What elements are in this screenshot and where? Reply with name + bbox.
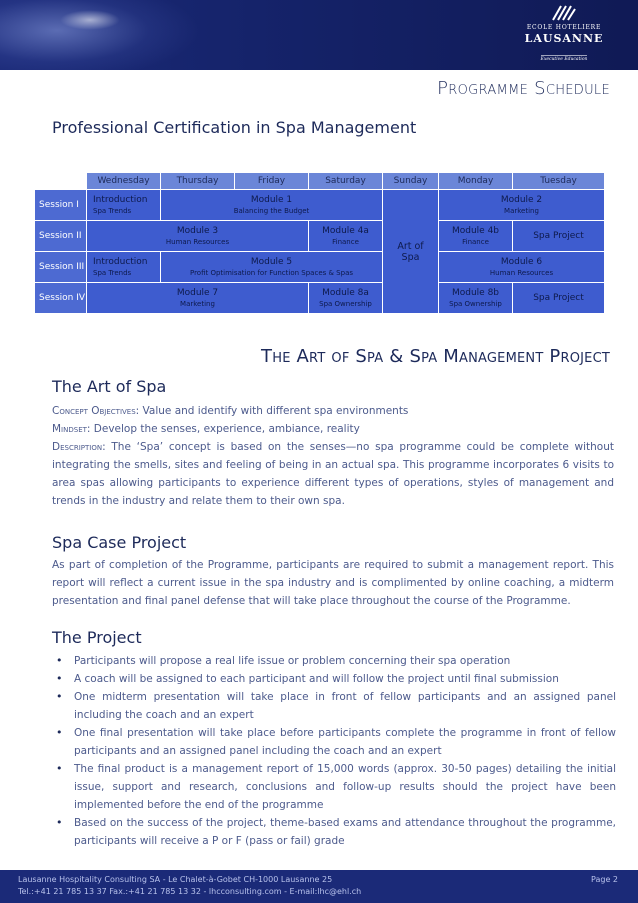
ehl-logo <box>520 4 608 64</box>
cell-title: Module 8b <box>451 287 500 298</box>
bullet-icon: • <box>56 762 63 775</box>
list-item <box>56 814 616 850</box>
cell-title: Introduction <box>93 194 148 205</box>
session-label: Session IV <box>35 283 87 314</box>
schedule-cell <box>87 283 309 314</box>
schedule-corner <box>35 173 87 190</box>
day-header: Thursday <box>161 173 235 190</box>
bullet-icon: • <box>56 726 63 739</box>
cell-title: Module 8a <box>322 287 369 298</box>
cell-title: Spa Project <box>533 231 584 241</box>
list-item <box>56 760 616 814</box>
list-item <box>56 724 616 760</box>
project-heading: The Project <box>52 628 142 647</box>
cell-subtitle: Finance <box>332 237 359 246</box>
schedule-cell <box>87 190 161 221</box>
list-item <box>56 670 616 688</box>
session-label: Session II <box>35 221 87 252</box>
list-item <box>56 652 616 670</box>
schedule-cell <box>87 221 309 252</box>
schedule-cell <box>87 252 161 283</box>
cell-title: Module 7 <box>176 287 219 298</box>
session-label: Session III <box>35 252 87 283</box>
bullet-icon: • <box>56 654 63 667</box>
cell-title: Introduction <box>93 256 148 267</box>
cell-title: Spa Project <box>533 293 584 303</box>
logo-line1: ECOLE HOTELIERE <box>526 24 602 31</box>
programme-subtitle: Professional Certification in Spa Management <box>52 118 417 137</box>
schedule-cell <box>513 283 605 314</box>
spa-case-text: As part of completion of the Programme, participants are required to submit a management report. This report will reflect a current issue in the spa industry and is complimented by online coaching, a midterm presentation and final panel defense that will take place throughout the course of the Programme. <box>52 559 614 607</box>
schedule-cell <box>439 221 513 252</box>
schedule-cell <box>439 283 513 314</box>
schedule-cell <box>309 221 383 252</box>
page-title: Programme Schedule <box>437 78 610 99</box>
concept-text: Value and identify with different spa environments <box>142 405 409 417</box>
cell-subtitle: Human Resources <box>165 237 230 246</box>
cell-subtitle: Marketing <box>180 299 215 308</box>
schedule-cell <box>439 190 605 221</box>
schedule-cell <box>161 252 383 283</box>
page-number: Page 2 <box>591 875 618 884</box>
concept-label: Concept Objectives: <box>52 405 140 417</box>
list-item-text: Participants will propose a real life issue or problem concerning their spa operation <box>74 655 511 667</box>
description-line <box>52 438 614 510</box>
footer-contact: Tel.:+41 21 785 13 37 Fax.:+41 21 785 13 32 - lhcconsulting.com - E-mail:lhc@ehl.ch <box>18 887 362 896</box>
day-header: Sunday <box>383 173 439 190</box>
day-header: Saturday <box>309 173 383 190</box>
session-row <box>35 252 605 283</box>
bullet-icon: • <box>56 672 63 685</box>
page-header-banner <box>0 0 638 70</box>
schedule-cell <box>309 283 383 314</box>
art-of-spa-heading: The Art of Spa <box>52 377 167 396</box>
cell-title: Module 4b <box>451 225 500 236</box>
day-header: Wednesday <box>87 173 161 190</box>
list-item-text: The final product is a management report of 15,000 words (approx. 30-50 pages) detailing the initial issue, support and research, conclusions and follow-up results should the project have been implemented before the end of the programme <box>74 763 616 811</box>
art-of-spa-cell <box>383 190 439 314</box>
schedule-table <box>34 172 605 314</box>
schedule-header-row <box>35 173 605 190</box>
cell-subtitle: Spa Ownership <box>449 299 502 308</box>
bullet-icon: • <box>56 690 63 703</box>
schedule-cell <box>513 221 605 252</box>
session-row <box>35 190 605 221</box>
logo-line3: Executive Education <box>540 57 588 62</box>
cell-subtitle: Profit Optimisation for Function Spaces & Spas <box>189 268 354 277</box>
cell-subtitle: Human Resources <box>489 268 554 277</box>
list-item-text: A coach will be assigned to each participant and will follow the project until final submission <box>74 673 559 685</box>
session-row <box>35 283 605 314</box>
cell-subtitle: Spa Ownership <box>319 299 372 308</box>
list-item-text: One midterm presentation will take place in front of fellow participants and an assigned panel including the coach and an expert <box>74 691 616 721</box>
cell-subtitle: Finance <box>462 237 489 246</box>
session-label: Session I <box>35 190 87 221</box>
cell-title: Module 1 <box>250 194 293 205</box>
banner-highlight <box>60 10 120 30</box>
list-item <box>56 688 616 724</box>
schedule-cell <box>439 252 605 283</box>
session-row <box>35 221 605 252</box>
cell-title: Module 6 <box>500 256 543 267</box>
bullet-icon: • <box>56 816 63 829</box>
mindset-label: Mindset: <box>52 423 91 435</box>
cell-title: Module 3 <box>176 225 219 236</box>
cell-subtitle: Marketing <box>504 206 539 215</box>
page-footer <box>0 870 638 903</box>
schedule-cell <box>161 190 383 221</box>
section-title: The Art of Spa & Spa Management Project <box>261 346 610 367</box>
art-of-spa-label: Art of Spa <box>397 240 424 263</box>
project-bullet-list <box>56 652 616 850</box>
list-item-text: Based on the success of the project, theme-based exams and attendance throughout the programme, participants will receive a P or F (pass or fail) grade <box>74 817 616 847</box>
cell-title: Module 2 <box>500 194 543 205</box>
list-item-text: One final presentation will take place before participants complete the programme in front of fellow participants and an assigned panel including the coach and an expert <box>74 727 616 757</box>
cell-title: Module 5 <box>250 256 293 267</box>
concept-objectives-line <box>52 402 614 420</box>
day-header: Friday <box>235 173 309 190</box>
mindset-text: Develop the senses, experience, ambiance, reality <box>93 423 360 435</box>
day-header: Monday <box>439 173 513 190</box>
logo-line2: LAUSANNE <box>524 32 604 45</box>
mindset-line <box>52 420 614 438</box>
cell-title: Module 4a <box>322 225 369 236</box>
description-label: Description: <box>52 441 106 453</box>
footer-address: Lausanne Hospitality Consulting SA - Le Chalet-à-Gobet CH-1000 Lausanne 25 <box>18 875 333 884</box>
description-text: The ‘Spa’ concept is based on the senses—no spa programme could be complete without integrating the smells, sites and feeling of being in an actual spa. This programme incorporates 6 visits to area spas allowing participants to experience different types of operations, styles of management and trends in the industry and relate them to their own spa. <box>52 441 614 507</box>
logo-mark-icon <box>551 4 577 22</box>
cell-subtitle: Spa Trends <box>93 206 132 215</box>
cell-subtitle: Balancing the Budget <box>233 206 310 215</box>
art-of-spa-body <box>52 402 614 510</box>
spa-case-heading: Spa Case Project <box>52 533 187 552</box>
cell-subtitle: Spa Trends <box>93 268 132 277</box>
day-header: Tuesday <box>513 173 605 190</box>
